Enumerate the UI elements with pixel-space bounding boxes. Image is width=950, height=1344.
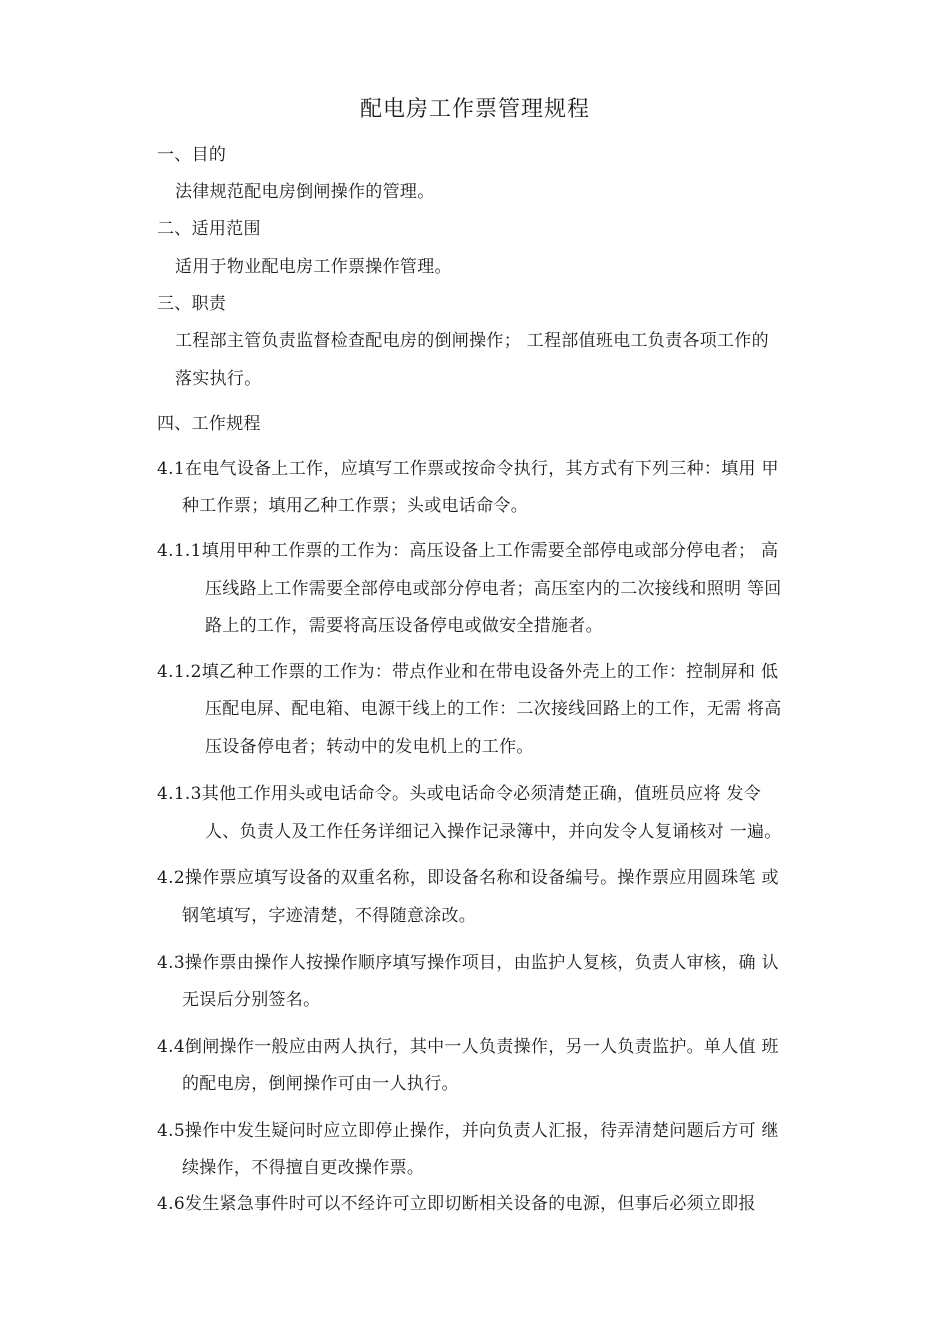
para-4-5-line-2: 续操作，不得擅自更改操作票。 — [182, 1158, 425, 1178]
para-4-2-line-2: 钢笔填写，字迹清楚，不得随意涂改。 — [182, 906, 477, 926]
section-3-text-line-1: 工程部主管负责监督检查配电房的倒闸操作； 工程部值班电工负责各项工作的 — [175, 331, 769, 351]
para-4-3-line-2: 无误后分别签名。 — [182, 990, 321, 1010]
para-4-1-3-line-1: 4.1.3其他工作用头或电话命令。头或电话命令必须清楚正确，值班员应将 发令 — [157, 784, 762, 804]
section-2-heading: 二、适用范围 — [157, 219, 261, 239]
section-4-heading: 四、工作规程 — [157, 414, 261, 434]
para-4-5-line-1: 4.5操作中发生疑问时应立即停止操作，并向负责人汇报，待弄清楚问题后方可 继 — [157, 1121, 779, 1141]
section-1-heading: 一、目的 — [157, 145, 227, 165]
document-title: 配电房工作票管理规程 — [359, 97, 590, 122]
para-4-1-line-1: 4.1在电气设备上工作，应填写工作票或按命令执行，其方式有下列三种：填用 甲 — [157, 459, 779, 479]
para-4-4-line-2: 的配电房，倒闸操作可由一人执行。 — [182, 1074, 459, 1094]
para-4-1-2-line-1: 4.1.2填乙种工作票的工作为：带点作业和在带电设备外壳上的工作：控制屏和 低 — [157, 662, 779, 682]
para-4-1-2-line-3: 压设备停电者；转动中的发电机上的工作。 — [205, 737, 534, 757]
section-3-heading: 三、职责 — [157, 294, 227, 314]
para-4-1-2-line-2: 压配电屏、配电箱、电源干线上的工作：二次接线回路上的工作，无需 将高 — [205, 699, 782, 719]
para-4-1-1-line-1: 4.1.1填用甲种工作票的工作为：高压设备上工作需要全部停电或部分停电者； 高 — [157, 541, 779, 561]
section-3-text-line-2: 落实执行。 — [175, 369, 262, 389]
para-4-1-1-line-2: 压线路上工作需要全部停电或部分停电者；高压室内的二次接线和照明 等回 — [205, 579, 782, 599]
para-4-4-line-1: 4.4倒闸操作一般应由两人执行，其中一人负责操作，另一人负责监护。单人值 班 — [157, 1037, 779, 1057]
para-4-1-1-line-3: 路上的工作，需要将高压设备停电或做安全措施者。 — [205, 616, 603, 636]
section-2-text: 适用于物业配电房工作票操作管理。 — [175, 257, 452, 277]
para-4-3-line-1: 4.3操作票由操作人按操作顺序填写操作项目，由监护人复核，负责人审核，确 认 — [157, 953, 779, 973]
para-4-2-line-1: 4.2操作票应填写设备的双重名称，即设备名称和设备编号。操作票应用圆珠笔 或 — [157, 868, 779, 888]
para-4-6-line-1: 4.6发生紧急事件时可以不经许可立即切断相关设备的电源，但事后必须立即报 — [157, 1194, 756, 1214]
para-4-1-line-2: 种工作票；填用乙种工作票；头或电话命令。 — [182, 496, 528, 516]
para-4-1-3-line-2: 人、负责人及工作任务详细记入操作记录簿中，并向发令人复诵核对 一遍。 — [205, 822, 782, 842]
section-1-text: 法律规范配电房倒闸操作的管理。 — [175, 182, 435, 202]
